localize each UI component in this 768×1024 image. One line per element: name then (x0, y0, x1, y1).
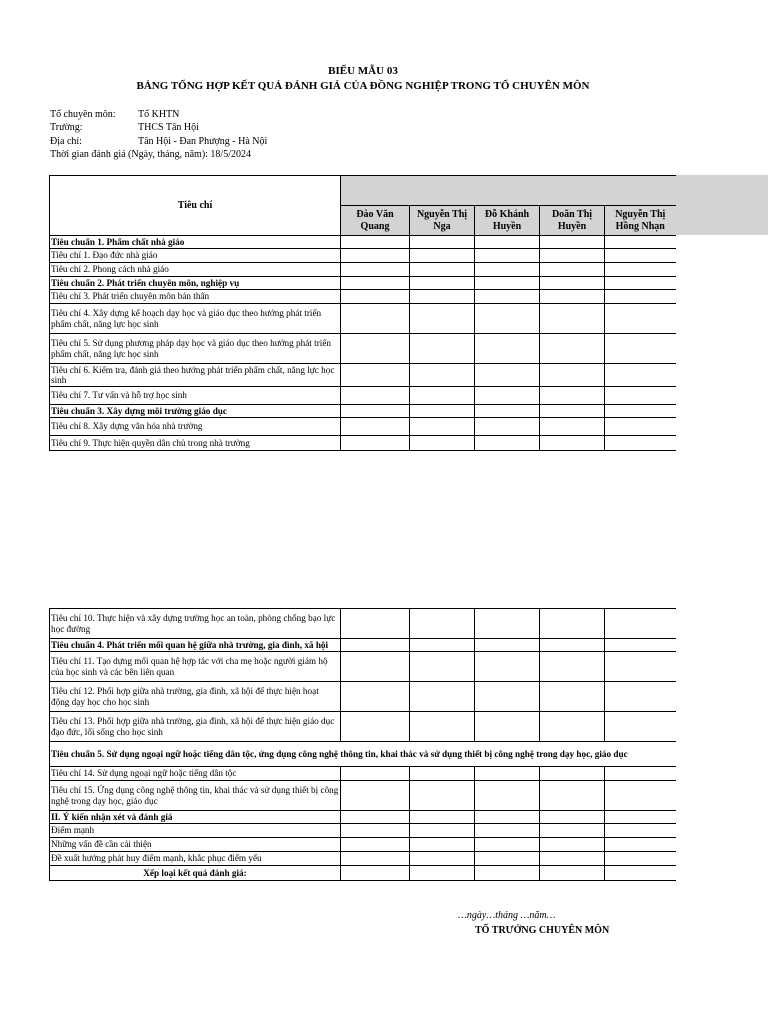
criterion-row (50, 682, 676, 712)
criterion-label: Đề xuất hướng phát huy điểm mạnh, khắc phục điểm yếu (50, 852, 341, 866)
score-cell[interactable] (605, 824, 676, 838)
score-cell[interactable] (540, 866, 605, 881)
score-cell[interactable] (475, 609, 540, 639)
address-value: Tân Hội - Đan Phượng - Hà Nội (138, 136, 268, 147)
teacher-name: Nguyễn Thị Hồng Nhạn (605, 206, 676, 236)
score-cell[interactable] (410, 682, 475, 712)
score-cell[interactable] (341, 364, 410, 387)
score-cell[interactable] (540, 364, 605, 387)
criteria-header: Tiêu chí (50, 176, 341, 236)
score-cell[interactable] (410, 263, 475, 277)
score-cell[interactable] (605, 304, 676, 334)
criterion-label: Tiêu chí 13. Phối hợp giữa nhà trường, gia đình, xã hội để thực hiện giáo dục đạo đức, lối sống cho học sinh (50, 712, 341, 742)
criterion-label: Những vấn đề cần cải thiện (50, 838, 341, 852)
score-cell[interactable] (410, 852, 475, 866)
criterion-label: II. Ý kiến nhận xét và đánh giá (50, 811, 341, 824)
criterion-label: Tiêu chí 2. Phong cách nhà giáo (50, 263, 341, 277)
score-cell[interactable] (410, 824, 475, 838)
criterion-row (50, 866, 676, 881)
criterion-label: Tiêu chuẩn 2. Phát triển chuyên môn, nghiệp vụ (50, 277, 341, 290)
evaluation-table-upper (49, 175, 676, 451)
criterion-row (50, 387, 676, 405)
group-label: Tổ chuyên môn: (50, 109, 116, 120)
criterion-row (50, 824, 676, 838)
score-cell[interactable] (475, 838, 540, 852)
evaluation-table-lower (49, 608, 676, 881)
score-cell[interactable] (475, 364, 540, 387)
score-cell[interactable] (475, 811, 540, 824)
score-cell[interactable] (341, 639, 410, 652)
score-cell[interactable] (475, 277, 540, 290)
score-cell[interactable] (605, 249, 676, 263)
score-cell[interactable] (605, 639, 676, 652)
score-cell[interactable] (410, 277, 475, 290)
criterion-row (50, 609, 676, 639)
score-cell[interactable] (540, 277, 605, 290)
group-value: Tổ KHTN (138, 109, 180, 120)
criterion-row (50, 249, 676, 263)
score-cell[interactable] (341, 290, 410, 304)
score-cell[interactable] (341, 682, 410, 712)
score-cell[interactable] (475, 682, 540, 712)
score-cell[interactable] (540, 263, 605, 277)
score-cell[interactable] (410, 811, 475, 824)
score-cell[interactable] (410, 652, 475, 682)
score-cell[interactable] (341, 781, 410, 811)
criterion-row (50, 767, 676, 781)
score-cell[interactable] (475, 418, 540, 436)
section-row (50, 639, 676, 652)
criterion-label: Tiêu chí 1. Đạo đức nhà giáo (50, 249, 341, 263)
criterion-label: Tiêu chuẩn 1. Phẩm chất nhà giáo (50, 236, 341, 249)
score-cell[interactable] (475, 436, 540, 451)
score-cell[interactable] (605, 838, 676, 852)
criterion-row (50, 781, 676, 811)
score-cell[interactable] (540, 767, 605, 781)
score-cell[interactable] (341, 236, 410, 249)
score-cell[interactable] (605, 277, 676, 290)
score-cell[interactable] (475, 290, 540, 304)
info-address (50, 135, 267, 148)
signature-date: …ngày…tháng …năm… (458, 910, 556, 921)
criterion-label: Điểm mạnh (50, 824, 341, 838)
criterion-row (50, 418, 676, 436)
teacher-name: Nguyễn Thị Nga (410, 206, 475, 236)
score-cell[interactable] (605, 418, 676, 436)
score-cell[interactable] (540, 290, 605, 304)
score-cell[interactable] (475, 781, 540, 811)
form-code: BIỂU MẪU 03 (328, 65, 398, 77)
score-cell[interactable] (605, 436, 676, 451)
score-cell[interactable] (540, 609, 605, 639)
score-cell[interactable] (540, 236, 605, 249)
score-cell[interactable] (410, 405, 475, 418)
criterion-row (50, 334, 676, 364)
section-row (50, 405, 676, 418)
section-row (50, 236, 676, 249)
score-cell[interactable] (540, 334, 605, 364)
score-cell[interactable] (475, 852, 540, 866)
score-cell[interactable] (341, 263, 410, 277)
address-label: Địa chỉ: (50, 136, 82, 147)
score-cell[interactable] (341, 249, 410, 263)
info-school (50, 121, 199, 134)
score-cell[interactable] (341, 436, 410, 451)
score-cell[interactable] (475, 767, 540, 781)
score-cell[interactable] (410, 304, 475, 334)
score-cell[interactable] (540, 852, 605, 866)
score-cell[interactable] (410, 387, 475, 405)
score-cell[interactable] (410, 639, 475, 652)
score-cell[interactable] (475, 712, 540, 742)
criterion-label: Tiêu chí 3. Phát triển chuyên môn bản thân (50, 290, 341, 304)
score-cell[interactable] (605, 387, 676, 405)
info-time: Thời gian đánh giá (Ngày, tháng, năm): 18/5/2024 (50, 149, 251, 160)
score-cell[interactable] (341, 304, 410, 334)
score-cell[interactable] (341, 838, 410, 852)
signer-title: TỔ TRƯỞNG CHUYÊN MÔN (475, 925, 610, 936)
criterion-label: Tiêu chí 15. Ứng dụng công nghệ thông tin, khai thác và sử dụng thiết bị công nghệ trong dạy học, giáo dục (50, 781, 341, 811)
score-cell[interactable] (410, 866, 475, 881)
score-cell[interactable] (410, 290, 475, 304)
score-cell[interactable] (605, 290, 676, 304)
criterion-label: Tiêu chí 8. Xây dựng văn hóa nhà trường (50, 418, 341, 436)
score-cell[interactable] (341, 652, 410, 682)
score-cell[interactable] (605, 712, 676, 742)
score-cell[interactable] (341, 852, 410, 866)
score-cell[interactable] (341, 277, 410, 290)
score-cell[interactable] (475, 824, 540, 838)
score-cell[interactable] (605, 609, 676, 639)
score-cell[interactable] (341, 866, 410, 881)
score-cell[interactable] (605, 236, 676, 249)
score-cell[interactable] (540, 387, 605, 405)
score-cell[interactable] (475, 334, 540, 364)
score-cell[interactable] (410, 418, 475, 436)
score-cell[interactable] (605, 852, 676, 866)
score-cell[interactable] (410, 436, 475, 451)
score-cell[interactable] (605, 781, 676, 811)
score-cell[interactable] (341, 405, 410, 418)
score-cell[interactable] (540, 824, 605, 838)
score-cell[interactable] (410, 712, 475, 742)
score-cell[interactable] (540, 436, 605, 451)
score-cell[interactable] (410, 781, 475, 811)
criterion-label: Tiêu chí 6. Kiểm tra, đánh giá theo hướng phát triển phẩm chất, năng lực học sinh (50, 364, 341, 387)
criterion-row (50, 838, 676, 852)
criterion-row (50, 364, 676, 387)
criterion-label: Tiêu chí 11. Tạo dựng mối quan hệ hợp tác với cha mẹ hoặc người giám hộ của học sinh và các bên liên quan (50, 652, 341, 682)
school-value: THCS Tân Hội (138, 122, 199, 133)
section-row (50, 277, 676, 290)
criterion-label: Tiêu chí 7. Tư vấn và hỗ trợ học sinh (50, 387, 341, 405)
criterion-label: Tiêu chuẩn 3. Xây dựng môi trường giáo dục (50, 405, 341, 418)
school-label: Trường: (50, 122, 83, 133)
score-cell[interactable] (605, 364, 676, 387)
score-cell[interactable] (410, 609, 475, 639)
score-cell[interactable] (475, 304, 540, 334)
teacher-name: Đỗ Khánh Huyền (475, 206, 540, 236)
score-cell[interactable] (540, 405, 605, 418)
score-cell[interactable] (605, 334, 676, 364)
criterion-row (50, 652, 676, 682)
score-cell[interactable] (605, 811, 676, 824)
score-cell[interactable] (341, 334, 410, 364)
score-cell[interactable] (605, 652, 676, 682)
criterion-label: Tiêu chuẩn 4. Phát triển mối quan hệ giữa nhà trường, gia đình, xã hội (50, 639, 341, 652)
score-cell[interactable] (540, 781, 605, 811)
score-cell[interactable] (605, 682, 676, 712)
form-title: BẢNG TỔNG HỢP KẾT QUẢ ĐÁNH GIÁ CỦA ĐỒNG NGHIỆP TRONG TỔ CHUYÊN MÔN (136, 80, 590, 92)
teacher-name: Đào Văn Quang (341, 206, 410, 236)
criterion-label: Tiêu chí 10. Thực hiện và xây dựng trường học an toàn, phòng chống bạo lực học đường (50, 609, 341, 639)
score-cell[interactable] (410, 334, 475, 364)
score-cell[interactable] (341, 712, 410, 742)
score-cell[interactable] (410, 249, 475, 263)
score-cell[interactable] (605, 405, 676, 418)
criterion-row (50, 712, 676, 742)
classification-label: Xếp loại kết quả đánh giá: (50, 866, 341, 881)
score-cell[interactable] (341, 811, 410, 824)
score-cell[interactable] (540, 682, 605, 712)
info-group (50, 108, 179, 121)
criterion-row (50, 852, 676, 866)
criterion-label: Tiêu chí 12. Phối hợp giữa nhà trường, gia đình, xã hội để thực hiện hoạt động dạy học cho học sinh (50, 682, 341, 712)
score-cell[interactable] (341, 767, 410, 781)
score-cell[interactable] (540, 712, 605, 742)
score-cell[interactable] (475, 249, 540, 263)
section-label: Tiêu chuẩn 5. Sử dụng ngoại ngữ hoặc tiếng dân tộc, ứng dụng công nghệ thông tin, khai thác và sử dụng thiết bị công nghệ trong dạy học, giáo dục (50, 742, 676, 767)
criterion-row (50, 436, 676, 451)
score-cell[interactable] (341, 418, 410, 436)
criterion-row (50, 290, 676, 304)
score-cell[interactable] (475, 405, 540, 418)
score-cell[interactable] (540, 639, 605, 652)
criterion-label: Tiêu chí 5. Sử dụng phương pháp dạy học và giáo dục theo hướng phát triển phẩm chất, năng lực học sinh (50, 334, 341, 364)
score-cell[interactable] (540, 838, 605, 852)
teacher-group-header (341, 176, 676, 206)
score-cell[interactable] (475, 387, 540, 405)
score-cell[interactable] (410, 236, 475, 249)
criterion-row (50, 263, 676, 277)
score-cell[interactable] (341, 824, 410, 838)
score-cell[interactable] (475, 866, 540, 881)
score-cell[interactable] (410, 364, 475, 387)
score-cell[interactable] (540, 811, 605, 824)
score-cell[interactable] (475, 652, 540, 682)
criterion-label: Tiêu chí 14. Sử dụng ngoại ngữ hoặc tiếng dân tộc (50, 767, 341, 781)
score-cell[interactable] (605, 263, 676, 277)
score-cell[interactable] (475, 236, 540, 249)
score-cell[interactable] (540, 304, 605, 334)
section-row (50, 742, 676, 767)
score-cell[interactable] (341, 609, 410, 639)
score-cell[interactable] (540, 652, 605, 682)
score-cell[interactable] (605, 866, 676, 881)
score-cell[interactable] (540, 249, 605, 263)
score-cell[interactable] (475, 263, 540, 277)
score-cell[interactable] (540, 418, 605, 436)
score-cell[interactable] (475, 639, 540, 652)
score-cell[interactable] (410, 838, 475, 852)
score-cell[interactable] (410, 767, 475, 781)
criterion-label: Tiêu chí 4. Xây dựng kế hoạch dạy học và giáo dục theo hướng phát triển phẩm chất, năng lực học sinh (50, 304, 341, 334)
score-cell[interactable] (341, 387, 410, 405)
score-cell[interactable] (605, 767, 676, 781)
criterion-row (50, 304, 676, 334)
criterion-label: Tiêu chí 9. Thực hiện quyền dân chủ trong nhà trường (50, 436, 341, 451)
section-row (50, 811, 676, 824)
teacher-name: Doãn Thị Huyền (540, 206, 605, 236)
